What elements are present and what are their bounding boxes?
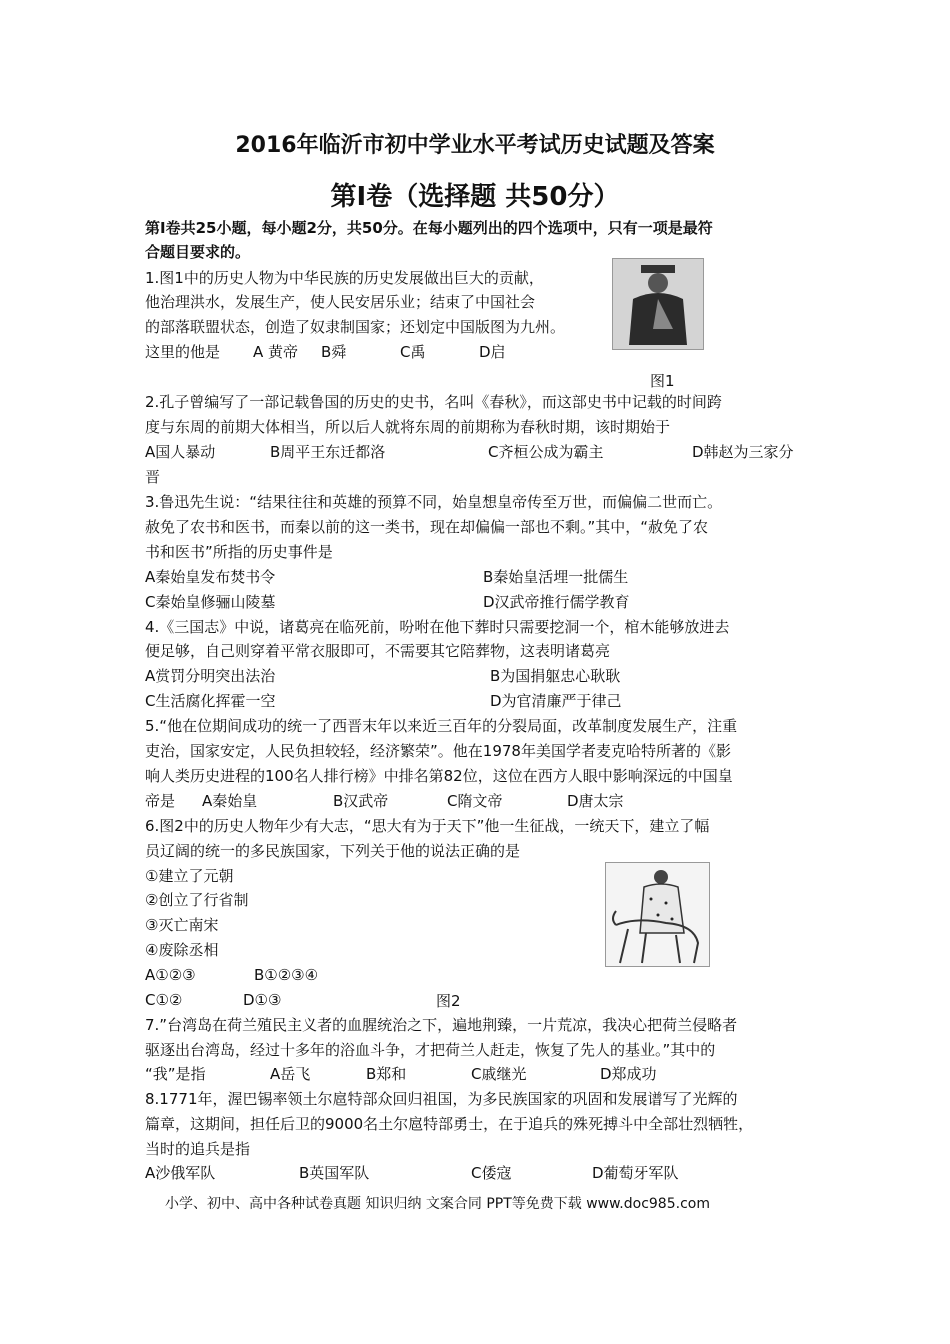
figure-2-caption: 图2	[436, 992, 461, 1010]
section-subtitle: 第Ⅰ卷（选择题 共50分）	[330, 182, 620, 212]
q5-option-b: B汉武帝	[333, 792, 389, 810]
q7-line-1: 7.”台湾岛在荷兰殖民主义者的血腥统治之下，遍地荆臻，一片荒凉，我决心把荷兰侵略者	[145, 1016, 738, 1034]
q1-line-2: 他治理洪水，发展生产，使人民安居乐业；结束了中国社会	[145, 293, 536, 311]
q5-option-d: D唐太宗	[567, 792, 624, 810]
q8-line-3: 当时的追兵是指	[145, 1140, 251, 1158]
q4-option-b: B为国捐躯忠心耿耿	[490, 667, 621, 685]
instructions-line-1: 第Ⅰ卷共25小题，每小题2分，共50分。在每小题列出的四个选项中，只有一项是最符	[145, 219, 713, 237]
q2-line-1: 2.孔子曾编写了一部记载鲁国的历史的史书，名叫《春秋》，而这部史书中记载的时间跨	[145, 393, 722, 411]
q8-option-a: A沙俄军队	[145, 1164, 216, 1182]
q6-option-a: A①②③	[145, 966, 196, 984]
q3-line-2: 赦免了农书和医书，而秦以前的这一类书，现在却偏偏一部也不剩。”其中，“赦免了农	[145, 518, 709, 536]
q2-option-wrap: 晋	[145, 468, 161, 486]
q6-item-1: ①建立了元朝	[145, 867, 234, 885]
q1-option-d: D启	[479, 343, 506, 361]
q7-line-2: 驱逐出台湾岛，经过十多年的浴血斗争，才把荷兰人赶走，恢复了先人的基业。”其中的	[145, 1041, 716, 1059]
q1-line-3: 的部落联盟状态，创造了奴隶制国家；还划定中国版图为九州。	[145, 318, 566, 336]
figure-1-image	[612, 258, 704, 350]
q5-line-1: 5.“他在位期间成功的统一了西晋末年以来近三百年的分裂局面，改革制度发展生产，注重	[145, 717, 738, 735]
q5-option-c: C隋文帝	[447, 792, 503, 810]
q3-option-b: B秦始皇活埋一批儒生	[483, 568, 629, 586]
q6-line-1: 6.图2中的历史人物年少有大志，“思大有为于天下”他一生征战，一统天下，建立了幅	[145, 817, 710, 835]
q3-option-a: A秦始皇发布焚书令	[145, 568, 276, 586]
q7-stem-end: “我”是指	[145, 1065, 206, 1083]
q5-line-3: 响人类历史进程的100名人排行榜》中排名第82位，这位在西方人眼中影响深远的中国皇	[145, 767, 733, 785]
figure-1-caption: 图1	[650, 372, 675, 390]
q6-item-3: ③灭亡南宋	[145, 916, 219, 934]
q2-line-2: 度与东周的前期大体相当，所以后人就将东周的前期称为春秋时期，该时期始于	[145, 418, 671, 436]
instructions-line-2: 合题目要求的。	[145, 243, 251, 261]
q5-option-a: A秦始皇	[202, 792, 258, 810]
figure-2-image	[605, 862, 710, 967]
q1-option-b: B舜	[321, 343, 347, 361]
q1-option-a: A 黄帝	[253, 343, 299, 361]
q6-line-2: 员辽阔的统一的多民族国家，下列关于他的说法正确的是	[145, 842, 521, 860]
q6-option-c: C①②	[145, 991, 183, 1009]
q4-option-c: C生活腐化挥霍一空	[145, 692, 276, 710]
q4-option-d: D为官清廉严于律己	[490, 692, 622, 710]
q1-stem-end: 这里的他是	[145, 343, 221, 361]
q7-option-c: C戚继光	[471, 1065, 527, 1083]
page-title: 2016年临沂市初中学业水平考试历史试题及答案	[235, 133, 715, 158]
q8-option-b: B英国军队	[299, 1164, 370, 1182]
q3-line-1: 3.鲁迅先生说：“结果往往和英雄的预算不同，始皇想皇帝传至万世，而偏偏二世而亡。	[145, 493, 723, 511]
q4-option-a: A赏罚分明突出法治	[145, 667, 276, 685]
q5-line-2: 吏治，国家安定，人民负担较轻，经济繁荣”。他在1978年美国学者麦克哈特所著的《影	[145, 742, 731, 760]
q6-option-d: D①③	[243, 991, 282, 1009]
q3-option-d: D汉武帝推行儒学教育	[483, 593, 630, 611]
q1-line-1: 1.图1中的历史人物为中华民族的历史发展做出巨大的贡献，	[145, 269, 544, 287]
q7-option-d: D郑成功	[600, 1065, 657, 1083]
q3-line-3: 书和医书”所指的历史事件是	[145, 543, 333, 561]
q4-line-1: 4.《三国志》中说，诸葛亮在临死前，吩咐在他下葬时只需要挖洞一个，棺木能够放进去	[145, 618, 730, 636]
q2-option-b: B周平王东迁都洛	[270, 443, 386, 461]
q2-option-d: D韩赵为三家分	[692, 443, 794, 461]
q7-option-b: B郑和	[366, 1065, 407, 1083]
q6-item-4: ④废除丞相	[145, 941, 219, 959]
q8-option-d: D葡萄牙军队	[592, 1164, 679, 1182]
q4-line-2: 便足够，自己则穿着平常衣服即可，不需要其它陪葬物，这表明诸葛亮	[145, 642, 611, 660]
q3-option-c: C秦始皇修骊山陵墓	[145, 593, 276, 611]
q2-option-c: C齐桓公成为霸主	[488, 443, 604, 461]
q6-item-2: ②创立了行省制	[145, 891, 249, 909]
page-footer: 小学、初中、高中各种试卷真题 知识归纳 文案合同 PPT等免费下载 www.doc985.com	[165, 1196, 710, 1212]
q8-line-2: 篇章，这期间，担任后卫的9000名土尔扈特部勇士，在于追兵的殊死搏斗中全部壮烈牺牲，	[145, 1115, 754, 1133]
q5-stem-end: 帝是	[145, 792, 176, 810]
q8-line-1: 8.1771年，渥巴锡率领土尔扈特部众回归祖国，为多民族国家的巩固和发展谱写了光辉的	[145, 1090, 738, 1108]
q1-option-c: C禹	[400, 343, 426, 361]
q6-option-b: B①②③④	[254, 966, 319, 984]
q8-option-c: C倭寇	[471, 1164, 512, 1182]
q7-option-a: A岳飞	[270, 1065, 311, 1083]
q2-option-a: A国人暴动	[145, 443, 216, 461]
